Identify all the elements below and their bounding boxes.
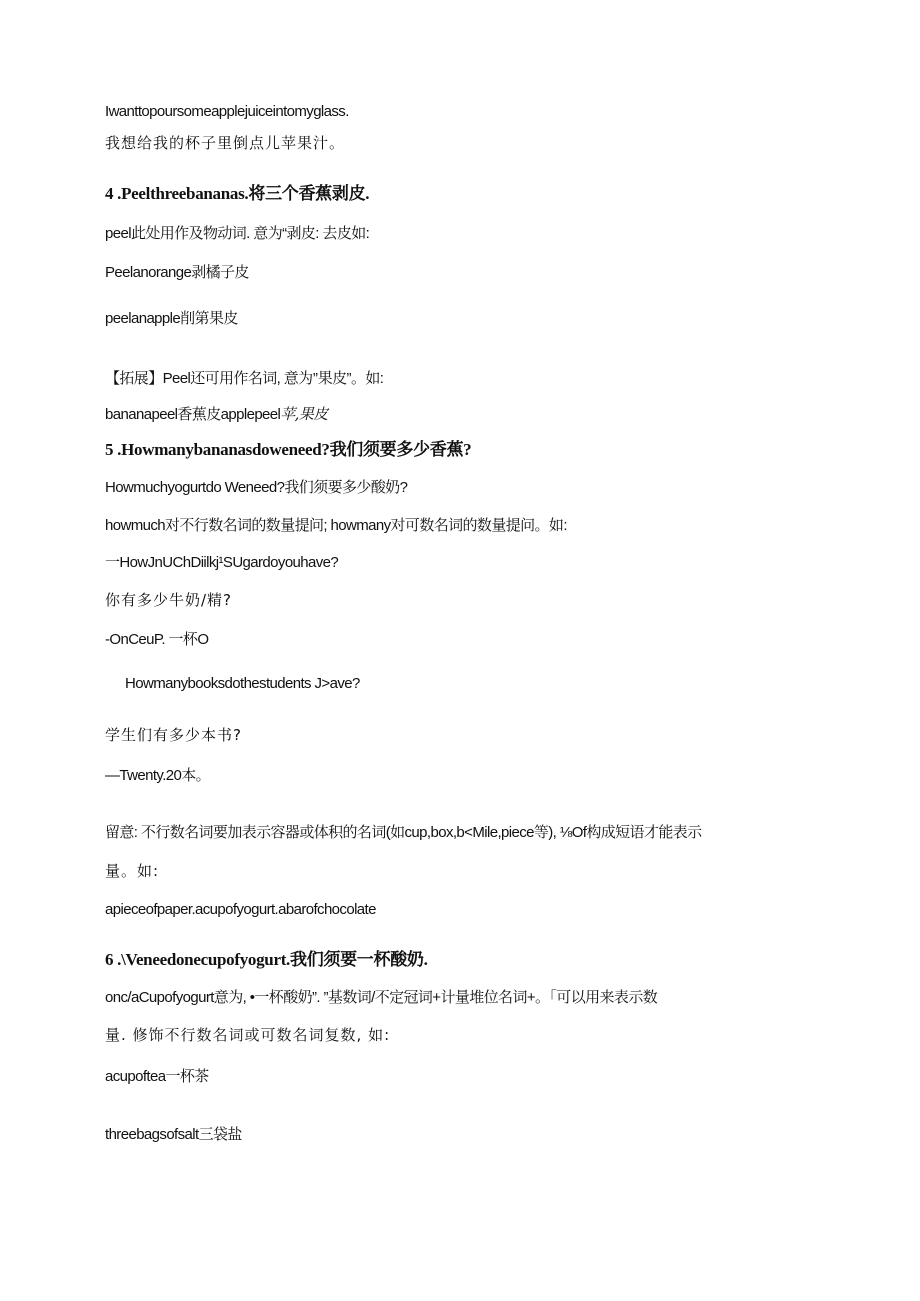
example-line-italic: 苹,果皮 <box>280 405 328 423</box>
dialogue-translation: 你有多少牛奶/精? <box>105 591 233 609</box>
section-heading-5: 5 .Howmanybananasdoweneed?我们须要多少香蕉? <box>105 440 472 459</box>
example-line: peelanapple削第果皮 <box>105 310 238 327</box>
dialogue-line: -OnCeuP. 一杯O <box>105 631 209 648</box>
example-line-part: bananapeel香蕉皮applepeel <box>105 406 281 423</box>
note-text: peel此处用作及物动词. 意为“剥皮: 去皮如: <box>105 225 370 242</box>
example-line: threebagsofsalt三袋盐 <box>105 1126 242 1143</box>
note-text-continued: 量。如: <box>105 862 160 880</box>
dialogue-translation: 学生们有多少本书? <box>105 726 242 744</box>
note-text: 留意: 不行数名词要加表示容器或体积的名词(如cup,box,b<Mile,piece等), ⅛Of构成短语才能表示 <box>105 824 702 841</box>
example-line: Peelanorange剥橘子皮 <box>105 264 249 281</box>
section-heading-6: 6 .\Veneedonecupofyogurt.我们须要一杯酸奶. <box>105 950 428 969</box>
example-line: apieceofpaper.acupofyogurt.abarofchocolate <box>105 901 376 918</box>
example-line: acupoftea一杯茶 <box>105 1068 209 1085</box>
dialogue-line: Howmanybooksdothestudents J>ave? <box>125 675 360 692</box>
dialogue-line: 一HowJnUChDiilkj¹SUgardoyouhave? <box>105 554 339 571</box>
extension-note: 【拓展】Peel还可用作名词, 意为’’果皮”。如: <box>105 370 384 387</box>
example-sentence-en: Iwanttopoursomeapplejuiceintomyglass. <box>105 103 349 120</box>
example-line: Howmuchyogurtdo Weneed?我们须要多少酸奶? <box>105 479 408 496</box>
note-text: onc/aCupofyogurt意为, •一杯酸奶”. ”基数词/不定冠词+计量堆位名词+。「可以用来表示数 <box>105 989 658 1006</box>
note-text-continued: 量. 修饰不行数名词或可数名词复数, 如: <box>105 1026 391 1044</box>
example-line <box>105 403 328 426</box>
example-sentence-cn: 我想给我的杯子里倒点儿苹果汁。 <box>105 134 346 152</box>
dialogue-line: —Twenty.20本。 <box>105 767 211 784</box>
section-heading-4: 4 .Peelthreebananas.将三个香蕉剥皮. <box>105 184 370 203</box>
note-text: howmuch对不行数名词的数量提问; howmany对可数名词的数量提问。如: <box>105 517 567 534</box>
